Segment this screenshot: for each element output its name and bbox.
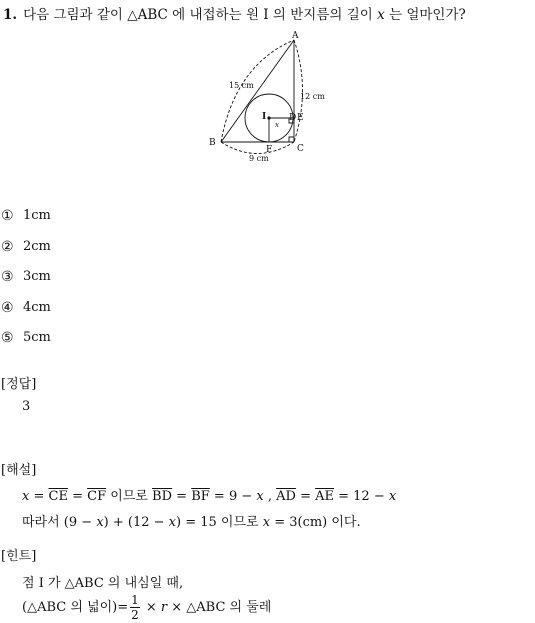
triangle-incircle-figure: [205, 30, 335, 165]
explanation-line-1: [22, 485, 396, 504]
segment-ce: $\overline{CE}$: [48, 489, 68, 504]
segment-ae: $\overline{AE}$: [315, 489, 334, 504]
var-x: x: [388, 489, 397, 504]
answer-choices: [1, 208, 51, 361]
var-x: x: [22, 489, 30, 504]
arc-bc: [221, 142, 294, 154]
var-x: x: [262, 515, 271, 530]
text: = 3(cm) 이다.: [270, 515, 361, 530]
incenter-point: [267, 116, 270, 119]
choice-4[interactable]: [1, 300, 51, 331]
label-f: F: [266, 145, 273, 155]
explanation-line-2: [22, 511, 361, 530]
question-text: [3, 3, 466, 23]
choice-marker: ③: [1, 269, 14, 285]
text: = 9 −: [209, 489, 257, 504]
choice-marker: ④: [1, 299, 14, 316]
text: = 12 −: [334, 489, 389, 504]
var-x: x: [96, 515, 104, 530]
question-text-after: 는 얼마인가?: [384, 7, 466, 23]
text: 이므로: [106, 489, 153, 504]
label-c: C: [297, 144, 304, 154]
label-i: I: [262, 112, 267, 122]
question-text-before: 다음 그림과 같이 △ABC 에 내접하는 원 I 의 반지름의 길이: [23, 7, 378, 23]
text: ) + (12 −: [103, 515, 169, 530]
hint-line-2: [22, 593, 271, 622]
text: × △ABC 의 둘레: [167, 600, 272, 615]
choice-marker: ②: [1, 238, 14, 255]
explanation-title: [해설]: [1, 463, 37, 478]
answer-title: [정답]: [1, 377, 37, 392]
side-ab: [221, 40, 297, 142]
fraction-one-half: [130, 593, 140, 622]
text: ×: [141, 600, 161, 615]
label-x: x: [275, 121, 279, 129]
var-r: r: [160, 600, 168, 615]
text: (△ABC 의 넓이)=: [22, 600, 129, 615]
fraction-numerator: 1: [131, 593, 139, 607]
choice-text: 2cm: [23, 238, 51, 254]
choice-3[interactable]: [1, 269, 51, 300]
choice-marker: ⑤: [1, 330, 14, 346]
text: =: [172, 489, 192, 504]
question-variable: x: [377, 7, 385, 23]
arc-ac: [294, 40, 303, 142]
segment-bd: $\overline{BD}$: [152, 489, 173, 504]
choice-text: 1cm: [23, 208, 51, 223]
right-angle-c: [289, 137, 294, 142]
segment-ad: $\overline{AD}$: [276, 489, 296, 504]
label-bc: 9 cm: [249, 154, 269, 163]
choice-marker: ①: [1, 208, 14, 224]
text: =: [295, 489, 316, 504]
text: 따라서 (9 −: [22, 515, 97, 530]
choice-text: 4cm: [23, 299, 51, 315]
text: =: [29, 489, 49, 504]
choice-text: 3cm: [23, 269, 51, 284]
choice-1[interactable]: [1, 208, 51, 239]
label-b: B: [209, 138, 216, 148]
question-number: 1.: [3, 7, 18, 23]
label-ab: 15 cm: [229, 81, 254, 90]
hint-line-1: 점 I 가 △ABC 의 내심일 때,: [22, 576, 184, 591]
text: =: [67, 489, 88, 504]
text: ,: [263, 489, 277, 504]
choice-text: 5cm: [23, 330, 51, 345]
var-x: x: [168, 515, 176, 530]
choice-5[interactable]: [1, 330, 51, 361]
label-a: A: [292, 31, 299, 41]
choice-2[interactable]: [1, 239, 51, 270]
segment-cf: $\overline{CF}$: [87, 489, 107, 504]
hint-title: [힌트]: [1, 549, 37, 564]
label-ac: 12 cm: [300, 92, 325, 101]
segment-bf: $\overline{BF}$: [191, 489, 210, 504]
answer-value: 3: [22, 399, 31, 414]
label-e: E: [297, 113, 304, 123]
var-x: x: [256, 489, 264, 504]
label-d: D: [289, 113, 297, 123]
text: ) = 15 이므로: [176, 515, 263, 530]
fraction-denominator: 2: [131, 608, 139, 622]
